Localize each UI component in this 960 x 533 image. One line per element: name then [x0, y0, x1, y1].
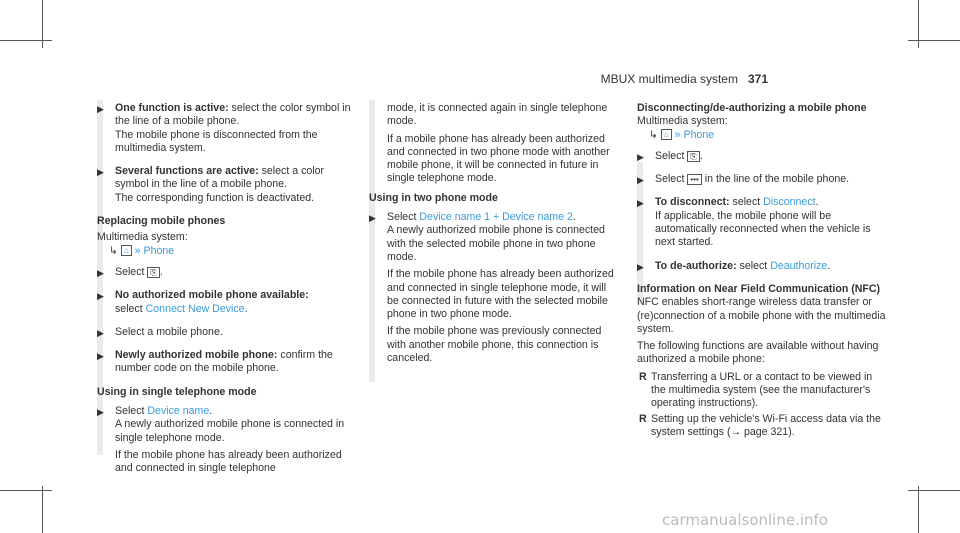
column-2 — [369, 102, 619, 375]
crop-mark — [42, 0, 43, 48]
step-arrow-icon: ▶ — [637, 198, 644, 209]
device-pair-link: Device name 1 + Device name 2 — [419, 211, 573, 224]
step-deauthorize: ▶ To de-authorize: select Deauthorize. — [637, 260, 887, 273]
device-name-link: Device name — [147, 405, 210, 418]
step-arrow-icon: ▶ — [97, 104, 104, 114]
crop-mark — [42, 486, 43, 533]
path-arrow-icon: ↳ — [109, 244, 118, 257]
step-text: select the color symbol in the line of a mobile phone. The mobile phone is disconnected from the multimedia system. — [115, 102, 351, 154]
list-item — [637, 371, 887, 411]
bullet-icon: R — [639, 370, 647, 383]
path-arrow-icon: ↳ — [649, 128, 658, 141]
single-mode-heading: Using in single telephone mode — [97, 385, 257, 398]
step-arrow-icon: ▶ — [369, 213, 376, 224]
more-options-icon: ••• — [687, 174, 701, 185]
two-phone-heading: Using in two phone mode — [369, 191, 498, 204]
step-one-function — [97, 102, 352, 155]
step-text: in the line of the mobile phone. — [704, 173, 850, 186]
disconnect-heading: Disconnecting/de-authorizing a mobile phone — [637, 102, 867, 114]
step-select-icon — [637, 150, 887, 163]
crop-mark — [0, 40, 52, 41]
home-icon: ⌂ — [121, 245, 132, 256]
step-arrow-icon: ▶ — [637, 151, 644, 162]
header-title: MBUX multimedia system — [600, 72, 738, 86]
disconnect-link: Disconnect — [763, 196, 816, 209]
step-select-device: ▶ Select Device name. A newly authorized mobile phone is connected in single telephone mode. If the mobile phone has already been authorized and connected in single telephone — [97, 405, 352, 475]
step-label: To de-authorize: — [655, 259, 737, 272]
step-select-icon — [97, 266, 352, 279]
bullet-icon: R — [639, 412, 647, 425]
step-label: No authorized mobile phone available: — [115, 289, 309, 302]
step-text: Select a mobile phone. — [115, 325, 223, 338]
step-text: confirm the number code on the mobile phone. — [115, 349, 333, 375]
step-arrow-icon: ▶ — [97, 291, 104, 302]
column-3 — [637, 102, 887, 441]
step-arrow-icon: ▶ — [97, 407, 104, 418]
watermark: carmanualsonline.info — [662, 511, 828, 529]
step-text: select — [732, 196, 761, 209]
step-text: Select — [115, 405, 145, 418]
step-newly-authorized — [97, 349, 352, 376]
step-paragraph: If the mobile phone has already been authorized and connected in single telephone mode, it will be connected in future with the selected mobile phone in two phone mode. — [387, 268, 614, 321]
step-arrow-icon: ▶ — [97, 267, 104, 278]
step-arrow-icon: ▶ — [97, 351, 104, 362]
nfc-heading: Information on Near Field Communication (NFC) — [637, 282, 881, 295]
deauthorize-link: Deauthorize — [770, 259, 828, 272]
step-text: select — [115, 302, 143, 315]
replacing-heading: Replacing mobile phones — [97, 215, 226, 228]
step-paragraph: If the mobile phone has already been authorized and connected in single telephone — [115, 448, 342, 475]
step-several-functions — [97, 165, 352, 205]
nfc-paragraph: The following functions are available without having authorized a mobile phone: — [637, 340, 879, 366]
menu-path — [97, 245, 352, 258]
step-paragraph: If a mobile phone has already been authorized and connected in two phone mode with another mobile phone, it will be connected in future in single telephone mode. — [387, 132, 610, 185]
step-paragraph: A newly authorized mobile phone is connected in single telephone mode. — [115, 418, 345, 444]
step-label: One function is active: — [115, 102, 229, 114]
crop-mark — [908, 490, 960, 491]
crop-mark — [918, 0, 919, 48]
step-select-mobile — [97, 326, 352, 339]
page-number: 371 — [747, 72, 768, 86]
step-select-two-devices: ▶ Select Device name 1 + Device name 2. A newly authorized mobile phone is connected with the selected mobile phone in two phone mode. If the mobile phone has already been authorized and connected in single telephone mode, it will be connected in future with the selected mobile phone in two phone mode. If the mobile phone was previously connected with another mobile phone, this connection is canceled. — [369, 211, 619, 365]
step-text: Select — [655, 173, 685, 186]
step-text: select a color symbol in the line of a mobile phone. The corresponding function is deactivated. — [115, 165, 325, 204]
step-arrow-icon: ▶ — [97, 327, 104, 338]
nfc-paragraph: NFC enables short-range wireless data transfer or (re)connection of a mobile phone with the multimedia system. — [637, 296, 886, 335]
step-label: Several functions are active: — [115, 165, 259, 178]
step-text: . — [244, 302, 248, 315]
step-text: Select — [655, 149, 685, 162]
crop-mark — [0, 490, 52, 491]
running-header — [601, 72, 768, 86]
step-label: Newly authorized mobile phone: — [115, 349, 278, 362]
step-paragraph: If applicable, the mobile phone will be automatically reconnected when the vehicle is next started. — [655, 209, 871, 249]
list-item — [637, 413, 887, 440]
step-select-more — [637, 173, 887, 186]
replacing-intro: Multimedia system: — [97, 231, 188, 244]
connect-new-device-link: Connect New Device — [145, 302, 245, 315]
step-arrow-icon: ▶ — [637, 175, 644, 186]
phone-menu-icon: ⎘ — [687, 151, 699, 162]
chevron-icon: » — [134, 244, 141, 257]
crop-mark — [908, 40, 960, 41]
step-arrow-icon: ▶ — [637, 261, 644, 272]
path-phone: Phone — [683, 128, 715, 141]
step-text: . — [159, 265, 163, 278]
step-text: . — [699, 149, 703, 162]
chevron-icon: » — [674, 128, 681, 141]
home-icon: ⌂ — [661, 129, 672, 140]
step-paragraph: mode, it is connected again in single telephone mode. — [387, 102, 608, 128]
step-label: To disconnect: — [655, 196, 730, 209]
step-no-authorized — [97, 289, 352, 316]
step-text: select — [739, 259, 768, 272]
step-arrow-icon: ▶ — [97, 167, 104, 178]
column-1 — [97, 102, 352, 486]
list-item-text: Setting up the vehicle's Wi-Fi access data via the system settings (→ page 321). — [651, 412, 881, 438]
crop-mark — [918, 486, 919, 533]
step-disconnect: ▶ To disconnect: select Disconnect. If applicable, the mobile phone will be automatically reconnected when the vehicle is next started. — [637, 196, 887, 249]
step-text: Select — [387, 211, 417, 224]
path-phone: Phone — [143, 244, 175, 257]
disconnect-intro: Multimedia system: — [637, 115, 728, 128]
step-paragraph: If the mobile phone was previously connected with another mobile phone, this connection is canceled. — [387, 325, 602, 365]
list-item-text: Transferring a URL or a contact to be viewed in the multimedia system (see the manufacturer's operating instructions). — [651, 370, 873, 410]
step-text: Select — [115, 265, 145, 278]
step-paragraph: A newly authorized mobile phone is connected with the selected mobile phone in two phone mode. — [387, 224, 605, 263]
phone-menu-icon: ⎘ — [147, 267, 159, 278]
menu-path — [637, 129, 887, 142]
